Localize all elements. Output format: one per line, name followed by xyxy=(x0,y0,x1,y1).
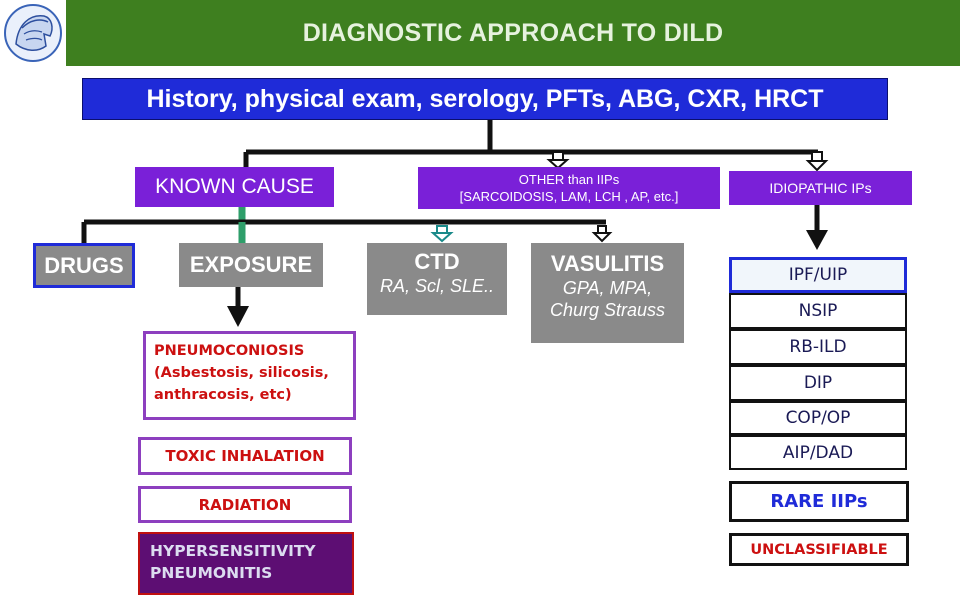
ctd-subtitle: RA, Scl, SLE.. xyxy=(379,276,495,296)
iip-item-cop-op: COP/OP xyxy=(729,401,907,435)
hypersensitivity-pneumonitis-box xyxy=(138,532,354,595)
exposure-box: EXPOSURE xyxy=(179,243,323,287)
iip-item-rb-ild: RB-ILD xyxy=(729,329,907,365)
hypersensitivity-line2: PNEUMONITIS xyxy=(150,564,273,582)
pneumoconiosis-line2: (Asbestosis, silicosis, xyxy=(154,365,329,381)
toxic-inhalation-box: TOXIC INHALATION xyxy=(138,437,352,475)
unclassifiable-box: UNCLASSIFIABLE xyxy=(729,533,909,566)
header-title: DIAGNOSTIC APPROACH TO DILD xyxy=(66,0,960,66)
other-than-iips-box xyxy=(418,167,720,209)
logo-icon xyxy=(0,0,66,66)
vasculitis-box xyxy=(531,243,684,343)
ctd-title: CTD xyxy=(414,249,460,274)
pneumoconiosis-line3: anthracosis, etc) xyxy=(154,387,292,403)
iip-item-dip: DIP xyxy=(729,365,907,401)
drugs-box: DRUGS xyxy=(33,243,135,288)
hypersensitivity-line1: HYPERSENSITIVITY xyxy=(150,542,316,560)
known-cause-box: KNOWN CAUSE xyxy=(135,167,334,207)
iip-item-ipf-uip: IPF/UIP xyxy=(729,257,907,293)
vasculitis-sub1: GPA, MPA, xyxy=(562,278,653,298)
other-iips-line1: OTHER than IIPs xyxy=(518,172,620,187)
ctd-box xyxy=(367,243,507,315)
pneumoconiosis-box xyxy=(143,331,356,420)
iip-item-nsip: NSIP xyxy=(729,293,907,329)
initial-workup-box: History, physical exam, serology, PFTs, ABG, CXR, HRCT xyxy=(82,78,888,120)
pneumoconiosis-line1: PNEUMOCONIOSIS xyxy=(154,343,305,359)
vasculitis-title: VASULITIS xyxy=(550,251,665,276)
radiation-box: RADIATION xyxy=(138,486,352,523)
idiopathic-box: IDIOPATHIC IPs xyxy=(729,171,912,205)
rare-iips-box: RARE IIPs xyxy=(729,481,909,522)
iip-item-aip-dad: AIP/DAD xyxy=(729,435,907,470)
vasculitis-sub2: Churg Strauss xyxy=(549,300,666,320)
other-iips-line2: [SARCOIDOSIS, LAM, LCH , AP, etc.] xyxy=(459,189,679,204)
